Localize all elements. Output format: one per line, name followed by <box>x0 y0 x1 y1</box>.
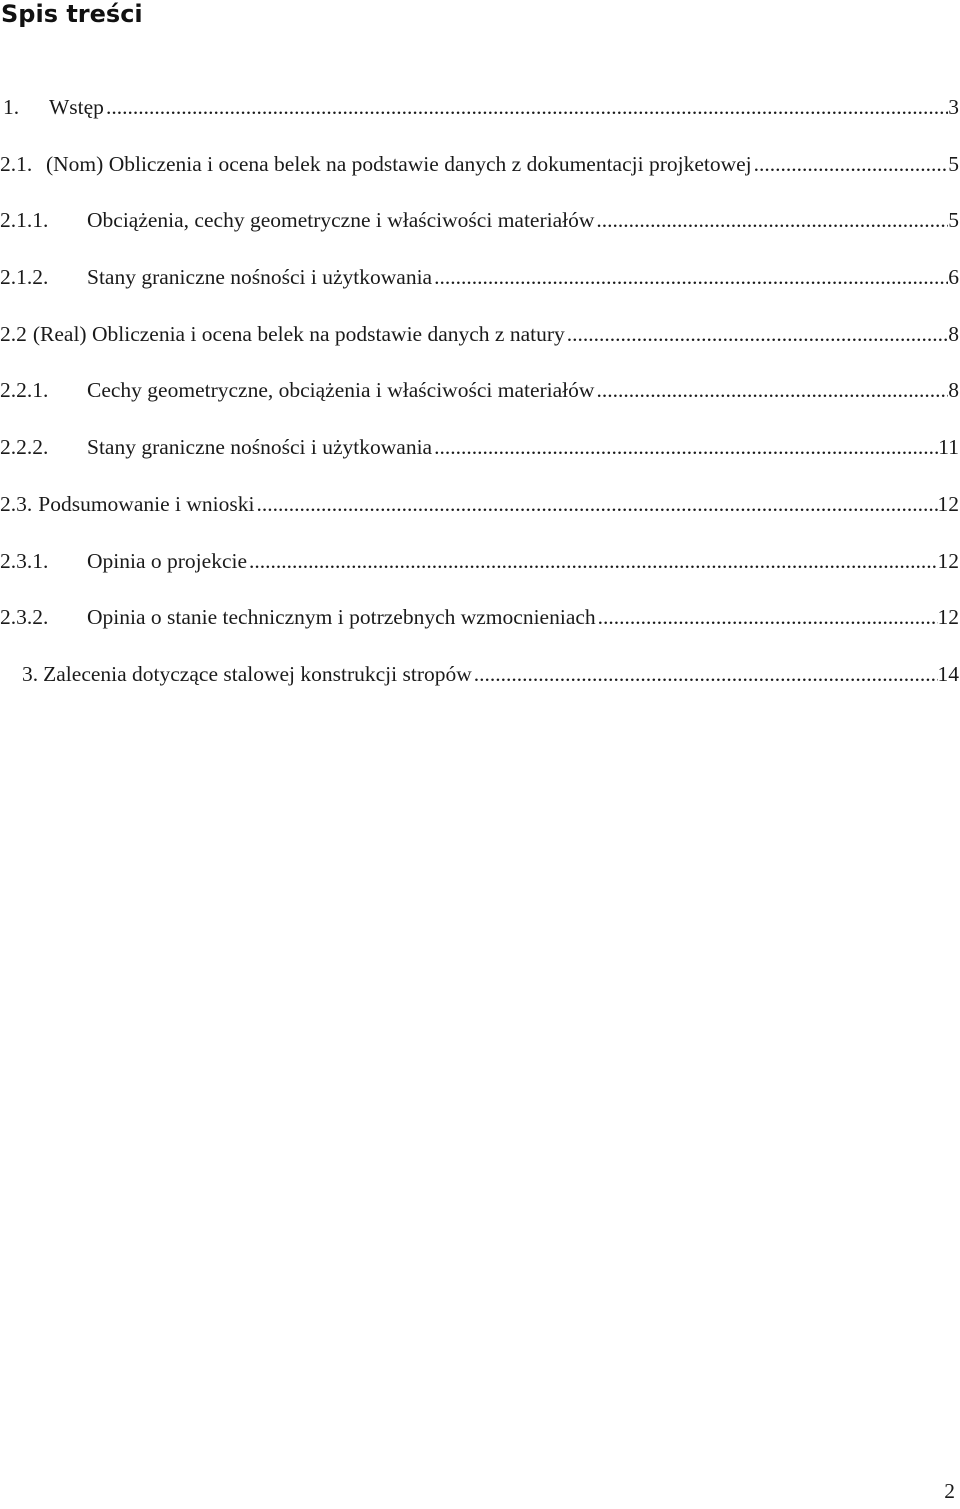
toc-entry-page: 3 <box>948 95 959 119</box>
toc-entry-label: Opinia o stanie technicznym i potrzebnych wzmocnieniach <box>87 605 596 630</box>
toc-entry-page: 14 <box>937 661 959 686</box>
toc-entry-2-2[interactable] <box>0 319 960 376</box>
toc-entry-2-2-2[interactable] <box>0 432 960 489</box>
toc-entry-number: 1. <box>3 95 20 119</box>
toc-entry-number: 3. <box>22 661 39 686</box>
toc-link[interactable] <box>0 92 960 122</box>
toc-entry-number: 2.2.2. <box>0 435 49 460</box>
toc-link[interactable] <box>0 659 960 689</box>
toc-entry-number: 2.1. <box>0 151 33 176</box>
toc-entry-page: 8 <box>948 321 959 346</box>
toc-dot-leader <box>104 92 948 122</box>
toc-entry-label: Zalecenia dotyczące stalowej konstrukcji stropów <box>43 661 472 686</box>
toc-dot-leader <box>752 149 949 179</box>
toc-link[interactable] <box>0 432 960 462</box>
toc-entry-label: Opinia o projekcie <box>87 548 248 573</box>
toc-entry-label: Cechy geometryczne, obciążenia i właściwości materiałów <box>87 378 595 403</box>
toc-entry-number: 2.2.1. <box>0 378 49 403</box>
toc-entry-number: 2.2 <box>0 321 27 346</box>
toc-dot-leader <box>565 319 948 349</box>
toc-entry-page: 5 <box>948 208 959 233</box>
toc-entry-2-1-1[interactable] <box>0 205 960 262</box>
toc-entry-2-2-1[interactable] <box>0 375 960 432</box>
toc-entry-number: 2.1.2. <box>0 265 49 290</box>
toc-link[interactable] <box>0 149 960 179</box>
toc-entry-page: 6 <box>948 265 959 290</box>
toc-link[interactable] <box>0 205 960 235</box>
toc-entry-label: Wstęp <box>49 95 104 119</box>
toc-entry-label: Stany graniczne nośności i użytkowania <box>87 265 433 290</box>
toc-dot-leader <box>247 546 937 576</box>
toc-entry-label: Obciążenia, cechy geometryczne i właściwości materiałów <box>87 208 595 233</box>
toc-entry-label: (Nom) Obliczenia i ocena belek na podstawie danych z dokumentacji projketowej <box>46 151 752 176</box>
toc-entry-number: 2.1.1. <box>0 208 49 233</box>
toc-link[interactable] <box>0 319 960 349</box>
toc-entry-2-1[interactable] <box>0 149 960 206</box>
toc-entry-number: 2.3. <box>0 491 33 516</box>
table-of-contents <box>0 92 960 716</box>
toc-entry-2-3[interactable] <box>0 489 960 546</box>
toc-dot-leader <box>594 375 948 405</box>
toc-link[interactable] <box>0 375 960 405</box>
toc-dot-leader <box>432 432 938 462</box>
toc-dot-leader <box>254 489 937 519</box>
toc-dot-leader <box>432 262 948 292</box>
toc-entry-label: (Real) Obliczenia i ocena belek na podstawie danych z natury <box>32 321 565 346</box>
toc-entry-2-1-2[interactable] <box>0 262 960 319</box>
toc-entry-page: 12 <box>937 548 959 573</box>
toc-entry-label: Podsumowanie i wnioski <box>38 491 255 516</box>
toc-link[interactable] <box>0 602 960 632</box>
toc-dot-leader <box>596 602 938 632</box>
toc-dot-leader <box>472 659 938 689</box>
toc-entry-number: 2.3.2. <box>0 605 49 630</box>
toc-link[interactable] <box>0 262 960 292</box>
toc-entry-page: 11 <box>938 435 959 460</box>
toc-entry-page: 8 <box>948 378 959 403</box>
toc-entry-page: 5 <box>948 151 959 176</box>
toc-entry-number: 2.3.1. <box>0 548 49 573</box>
toc-link[interactable] <box>0 546 960 576</box>
toc-entry-3[interactable] <box>0 659 960 716</box>
toc-entry-wstep[interactable] <box>0 92 960 149</box>
toc-link[interactable] <box>0 489 960 519</box>
toc-dot-leader <box>594 205 948 235</box>
toc-entry-2-3-1[interactable] <box>0 546 960 603</box>
toc-entry-page: 12 <box>937 491 959 516</box>
toc-entry-page: 12 <box>937 605 959 630</box>
toc-entry-2-3-2[interactable] <box>0 602 960 659</box>
toc-entry-label: Stany graniczne nośności i użytkowania <box>87 435 433 460</box>
toc-title: Spis treści <box>1 0 143 28</box>
page-number: 2 <box>944 1479 955 1503</box>
